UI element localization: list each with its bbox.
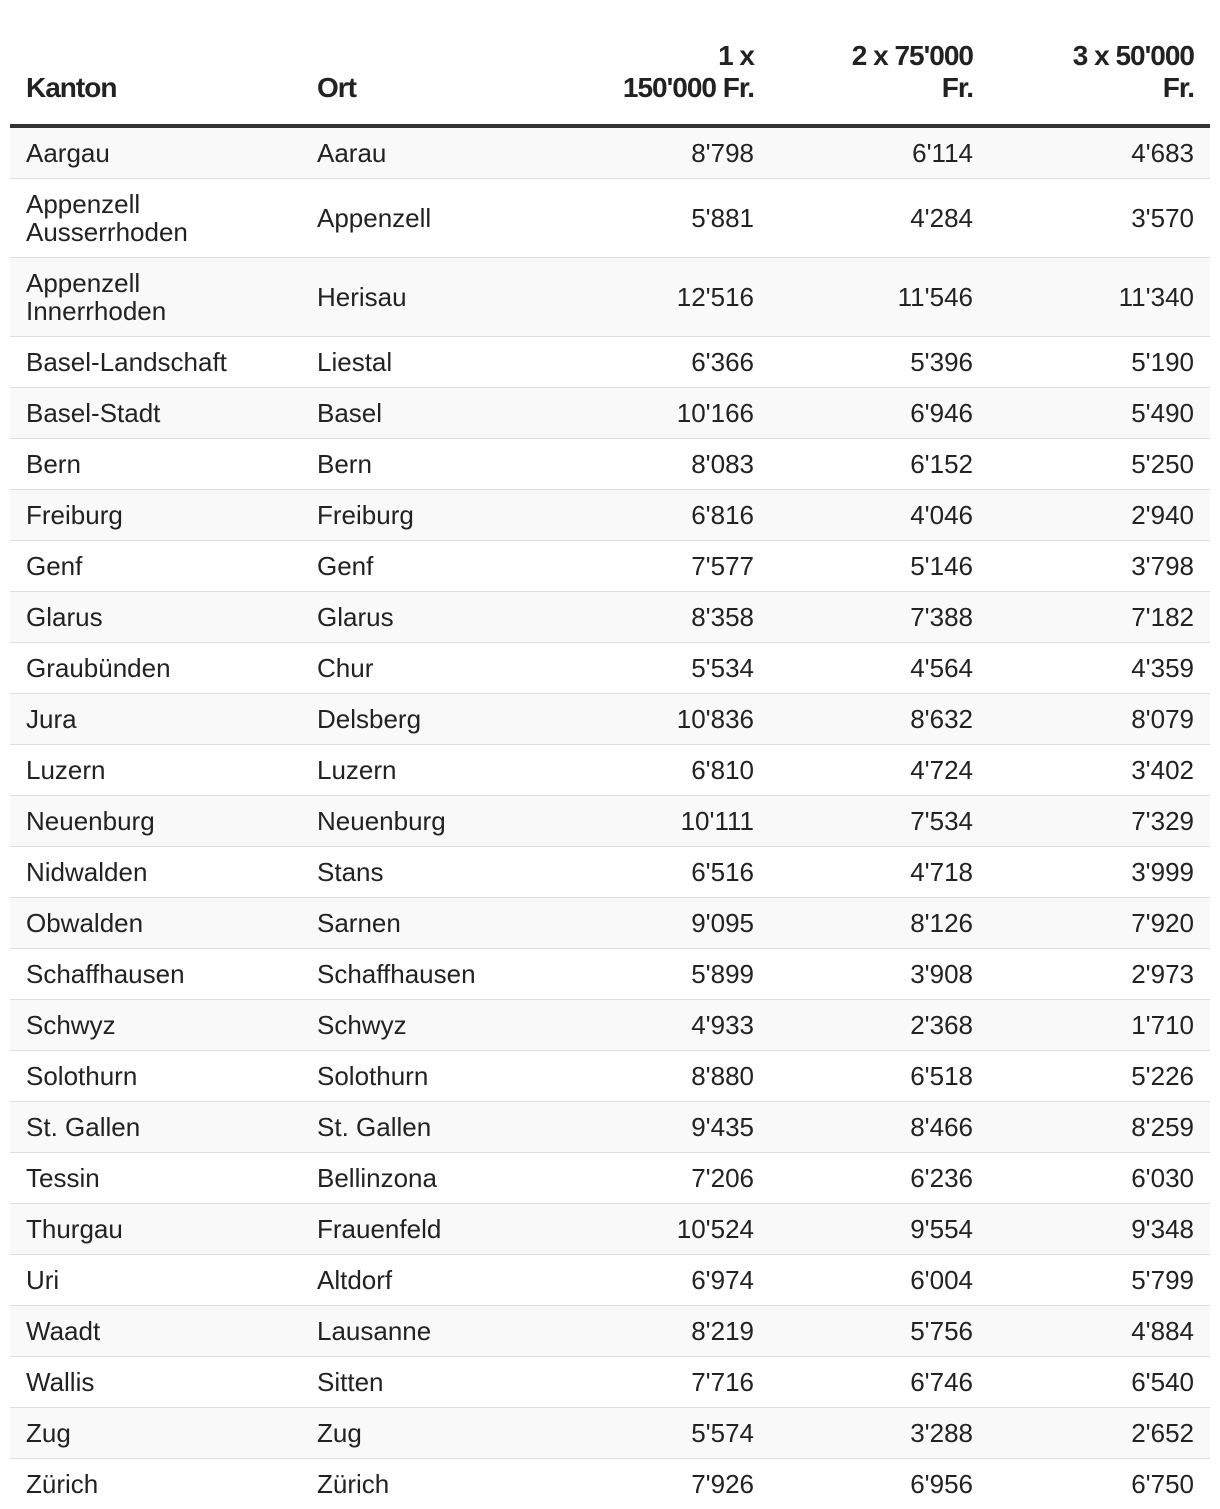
column-header-1x150000-line1: 1 x xyxy=(609,40,754,72)
cell-kanton: Schwyz xyxy=(10,1000,301,1051)
cell-ort: Neuenburg xyxy=(301,796,593,847)
cell-2x75000: 11'546 xyxy=(770,258,989,337)
cell-ort: St. Gallen xyxy=(301,1102,593,1153)
cell-ort: Basel xyxy=(301,388,593,439)
cell-1x150000: 9'435 xyxy=(593,1102,770,1153)
column-header-3x50000-line2: Fr. xyxy=(1005,72,1194,104)
table-row xyxy=(10,898,1210,949)
cell-ort: Sarnen xyxy=(301,898,593,949)
table-row xyxy=(10,592,1210,643)
cell-ort: Solothurn xyxy=(301,1051,593,1102)
cell-ort: Bern xyxy=(301,439,593,490)
cell-3x50000: 4'884 xyxy=(989,1306,1210,1357)
column-header-2x75000-line1: 2 x 75'000 xyxy=(786,40,973,72)
table-body xyxy=(10,126,1210,1509)
table-row xyxy=(10,1357,1210,1408)
cell-kanton: Solothurn xyxy=(10,1051,301,1102)
cell-kanton: Basel-Stadt xyxy=(10,388,301,439)
cell-kanton: Appenzell Innerrhoden xyxy=(10,258,301,337)
cell-kanton: Basel-Landschaft xyxy=(10,337,301,388)
cell-2x75000: 4'724 xyxy=(770,745,989,796)
column-header-ort-label: Ort xyxy=(317,72,577,104)
cell-3x50000: 4'359 xyxy=(989,643,1210,694)
cell-ort: Appenzell xyxy=(301,179,593,258)
tax-table xyxy=(10,0,1210,1509)
cell-3x50000: 3'798 xyxy=(989,541,1210,592)
cell-ort: Zug xyxy=(301,1408,593,1459)
cell-kanton: Uri xyxy=(10,1255,301,1306)
cell-ort: Luzern xyxy=(301,745,593,796)
cell-1x150000: 5'574 xyxy=(593,1408,770,1459)
table-row xyxy=(10,1459,1210,1509)
cell-2x75000: 5'756 xyxy=(770,1306,989,1357)
cell-1x150000: 12'516 xyxy=(593,258,770,337)
table-row xyxy=(10,796,1210,847)
cell-3x50000: 7'329 xyxy=(989,796,1210,847)
cell-ort: Genf xyxy=(301,541,593,592)
column-header-1x150000-line2: 150'000 Fr. xyxy=(609,72,754,104)
cell-2x75000: 3'288 xyxy=(770,1408,989,1459)
cell-ort: Freiburg xyxy=(301,490,593,541)
cell-1x150000: 10'524 xyxy=(593,1204,770,1255)
cell-1x150000: 6'974 xyxy=(593,1255,770,1306)
cell-3x50000: 1'710 xyxy=(989,1000,1210,1051)
cell-1x150000: 7'926 xyxy=(593,1459,770,1509)
cell-2x75000: 4'284 xyxy=(770,179,989,258)
cell-3x50000: 4'683 xyxy=(989,126,1210,179)
table-row xyxy=(10,258,1210,337)
cell-ort: Schwyz xyxy=(301,1000,593,1051)
cell-2x75000: 4'718 xyxy=(770,847,989,898)
cell-kanton: Wallis xyxy=(10,1357,301,1408)
cell-ort: Liestal xyxy=(301,337,593,388)
cell-2x75000: 5'146 xyxy=(770,541,989,592)
column-header-3x50000 xyxy=(989,0,1210,126)
cell-kanton: Zug xyxy=(10,1408,301,1459)
cell-2x75000: 3'908 xyxy=(770,949,989,1000)
column-header-kanton-label: Kanton xyxy=(26,72,285,104)
table-row xyxy=(10,1102,1210,1153)
table-header xyxy=(10,0,1210,126)
cell-2x75000: 6'946 xyxy=(770,388,989,439)
cell-kanton: Obwalden xyxy=(10,898,301,949)
cell-2x75000: 9'554 xyxy=(770,1204,989,1255)
cell-kanton: Glarus xyxy=(10,592,301,643)
cell-ort: Delsberg xyxy=(301,694,593,745)
cell-3x50000: 5'490 xyxy=(989,388,1210,439)
table-row xyxy=(10,643,1210,694)
cell-ort: Stans xyxy=(301,847,593,898)
cell-ort: Lausanne xyxy=(301,1306,593,1357)
cell-ort: Herisau xyxy=(301,258,593,337)
cell-kanton: Zürich xyxy=(10,1459,301,1509)
table-row xyxy=(10,1306,1210,1357)
cell-kanton: Graubünden xyxy=(10,643,301,694)
table-row xyxy=(10,847,1210,898)
cell-2x75000: 4'564 xyxy=(770,643,989,694)
cell-1x150000: 9'095 xyxy=(593,898,770,949)
cell-kanton: Freiburg xyxy=(10,490,301,541)
cell-3x50000: 5'250 xyxy=(989,439,1210,490)
cell-2x75000: 5'396 xyxy=(770,337,989,388)
cell-3x50000: 5'799 xyxy=(989,1255,1210,1306)
cell-3x50000: 6'030 xyxy=(989,1153,1210,1204)
table-row xyxy=(10,541,1210,592)
cell-1x150000: 6'816 xyxy=(593,490,770,541)
cell-3x50000: 5'190 xyxy=(989,337,1210,388)
cell-ort: Schaffhausen xyxy=(301,949,593,1000)
column-header-kanton xyxy=(10,0,301,126)
cell-1x150000: 6'366 xyxy=(593,337,770,388)
cell-1x150000: 5'534 xyxy=(593,643,770,694)
table-container xyxy=(10,0,1210,1509)
cell-2x75000: 7'388 xyxy=(770,592,989,643)
table-row xyxy=(10,179,1210,258)
cell-1x150000: 8'219 xyxy=(593,1306,770,1357)
table-row xyxy=(10,1408,1210,1459)
cell-kanton: Jura xyxy=(10,694,301,745)
cell-ort: Zürich xyxy=(301,1459,593,1509)
table-row xyxy=(10,1204,1210,1255)
cell-1x150000: 8'880 xyxy=(593,1051,770,1102)
cell-2x75000: 6'152 xyxy=(770,439,989,490)
cell-3x50000: 3'999 xyxy=(989,847,1210,898)
table-row xyxy=(10,337,1210,388)
cell-kanton: Waadt xyxy=(10,1306,301,1357)
cell-3x50000: 9'348 xyxy=(989,1204,1210,1255)
cell-3x50000: 3'570 xyxy=(989,179,1210,258)
cell-2x75000: 4'046 xyxy=(770,490,989,541)
table-row xyxy=(10,694,1210,745)
cell-1x150000: 8'358 xyxy=(593,592,770,643)
cell-ort: Sitten xyxy=(301,1357,593,1408)
cell-3x50000: 2'940 xyxy=(989,490,1210,541)
cell-3x50000: 8'259 xyxy=(989,1102,1210,1153)
cell-3x50000: 5'226 xyxy=(989,1051,1210,1102)
cell-kanton: Appenzell Ausserrhoden xyxy=(10,179,301,258)
table-row xyxy=(10,1153,1210,1204)
table-row xyxy=(10,439,1210,490)
cell-1x150000: 5'881 xyxy=(593,179,770,258)
cell-3x50000: 2'973 xyxy=(989,949,1210,1000)
column-header-2x75000 xyxy=(770,0,989,126)
table-row xyxy=(10,490,1210,541)
cell-kanton: Schaffhausen xyxy=(10,949,301,1000)
table-row xyxy=(10,388,1210,439)
cell-1x150000: 10'111 xyxy=(593,796,770,847)
table-row xyxy=(10,745,1210,796)
table-row xyxy=(10,1051,1210,1102)
cell-1x150000: 8'798 xyxy=(593,126,770,179)
table-row xyxy=(10,1000,1210,1051)
column-header-ort xyxy=(301,0,593,126)
header-row xyxy=(10,0,1210,126)
cell-kanton: Genf xyxy=(10,541,301,592)
cell-2x75000: 6'004 xyxy=(770,1255,989,1306)
cell-3x50000: 7'920 xyxy=(989,898,1210,949)
cell-1x150000: 6'810 xyxy=(593,745,770,796)
cell-1x150000: 6'516 xyxy=(593,847,770,898)
cell-3x50000: 6'750 xyxy=(989,1459,1210,1509)
cell-1x150000: 7'206 xyxy=(593,1153,770,1204)
cell-ort: Frauenfeld xyxy=(301,1204,593,1255)
cell-kanton: Aargau xyxy=(10,126,301,179)
cell-2x75000: 2'368 xyxy=(770,1000,989,1051)
column-header-3x50000-line1: 3 x 50'000 xyxy=(1005,40,1194,72)
cell-kanton: Thurgau xyxy=(10,1204,301,1255)
cell-kanton: Neuenburg xyxy=(10,796,301,847)
cell-3x50000: 7'182 xyxy=(989,592,1210,643)
cell-kanton: Bern xyxy=(10,439,301,490)
cell-kanton: St. Gallen xyxy=(10,1102,301,1153)
column-header-2x75000-line2: Fr. xyxy=(786,72,973,104)
cell-1x150000: 5'899 xyxy=(593,949,770,1000)
cell-ort: Chur xyxy=(301,643,593,694)
cell-kanton: Nidwalden xyxy=(10,847,301,898)
cell-ort: Glarus xyxy=(301,592,593,643)
cell-1x150000: 10'166 xyxy=(593,388,770,439)
cell-3x50000: 6'540 xyxy=(989,1357,1210,1408)
cell-3x50000: 8'079 xyxy=(989,694,1210,745)
cell-2x75000: 8'632 xyxy=(770,694,989,745)
cell-kanton: Tessin xyxy=(10,1153,301,1204)
cell-1x150000: 7'716 xyxy=(593,1357,770,1408)
cell-1x150000: 10'836 xyxy=(593,694,770,745)
cell-2x75000: 7'534 xyxy=(770,796,989,847)
cell-kanton: Luzern xyxy=(10,745,301,796)
cell-3x50000: 2'652 xyxy=(989,1408,1210,1459)
cell-3x50000: 3'402 xyxy=(989,745,1210,796)
cell-2x75000: 6'518 xyxy=(770,1051,989,1102)
cell-1x150000: 7'577 xyxy=(593,541,770,592)
cell-3x50000: 11'340 xyxy=(989,258,1210,337)
table-row xyxy=(10,126,1210,179)
cell-2x75000: 8'126 xyxy=(770,898,989,949)
column-header-1x150000 xyxy=(593,0,770,126)
cell-ort: Altdorf xyxy=(301,1255,593,1306)
cell-2x75000: 6'114 xyxy=(770,126,989,179)
cell-2x75000: 6'956 xyxy=(770,1459,989,1509)
table-row xyxy=(10,949,1210,1000)
cell-1x150000: 8'083 xyxy=(593,439,770,490)
cell-ort: Bellinzona xyxy=(301,1153,593,1204)
cell-2x75000: 8'466 xyxy=(770,1102,989,1153)
cell-ort: Aarau xyxy=(301,126,593,179)
cell-2x75000: 6'236 xyxy=(770,1153,989,1204)
cell-1x150000: 4'933 xyxy=(593,1000,770,1051)
cell-2x75000: 6'746 xyxy=(770,1357,989,1408)
table-row xyxy=(10,1255,1210,1306)
